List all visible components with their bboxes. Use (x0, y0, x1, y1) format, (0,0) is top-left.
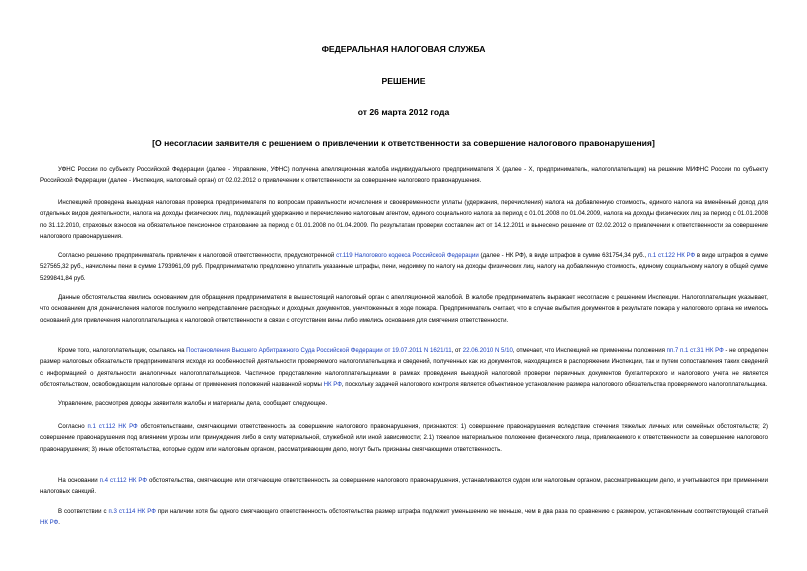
agency-title: ФЕДЕРАЛЬНАЯ НАЛОГОВАЯ СЛУЖБА (321, 44, 486, 54)
link-vas-resolution-1621[interactable]: Постановления Высшего Арбитражного Суда Российской Федерации от 19.07.2011 N 1621/11 (186, 347, 452, 354)
paragraph-7: Согласно п.1 ст.112 НК РФ обстоятельствами, смягчающими ответственность за совершение налогового правонарушения, признаются: 1) совершение правонарушения вследствие стечения тяжелых личных или семейных обстоятельств; 2) совершение правонарушения под влиянием угрозы или принуждения либо в силу материальной, служебной или иной зависимости; 2.1) тяжелое материальное положение физического лица, привлекаемого к ответственности за совершение налогового правонарушения; 3) иные обстоятельства, которые судом или налоговым органом, рассматривающим дело, могут быть признаны смягчающими ответственность. (40, 423, 768, 453)
link-tax-code-2[interactable]: НК РФ (40, 519, 59, 527)
link-art112-p1[interactable]: п.1 ст.112 НК РФ (87, 423, 138, 430)
link-art122[interactable]: п.1 ст.122 НК РФ (647, 252, 696, 259)
paragraph-2: Инспекцией проведена выездная налоговая проверка предпринимателя по вопросам правильности исчисления и своевременности уплаты (удержания, перечисления) налога на добавленную стоимость, единого налога на вменённый доход для отдельных видов деятельности, налога на доходы физических лиц, подлежащий удержанию и перечислению налоговым агентом, единого социального налога за период с 01.01.2008 по 01.04.2009, налога на доходы физических лиц за период с 01.01.2008 по 31.12.2010, страховых взносов на обязательное пенсионное страхование за период с 01.01.2008 по 01.04.2009. По результатам проверки составлен акт от 14.12.2011 и вынесено решение от 02.02.2012 о привлечении к ответственности за совершение налогового правонарушения. (40, 199, 768, 241)
paragraph-1: УФНС России по субъекту Российской Федерации (далее - Управление, УФНС) получена апелляционная жалоба индивидуального предпринимателя Х (далее - Х, предприниматель, налогоплательщик) на решение МИФНС России по субъекту Российской Федерации (далее - Инспекция, налоговый орган) от 02.02.2012 о привлечении к ответственности за совершение налогового правонарушения. (40, 166, 768, 185)
link-art112-p4[interactable]: п.4 ст.112 НК РФ (99, 477, 148, 484)
link-tax-code[interactable]: НК РФ (323, 381, 342, 389)
document-type: РЕШЕНИЕ (381, 76, 426, 86)
link-vas-resolution-5-10[interactable]: 22.06.2010 N 5/10 (462, 347, 513, 354)
link-art31[interactable]: пп.7 п.1 ст.31 НК РФ (666, 347, 724, 354)
paragraph-5: Кроме того, налогоплательщик, ссылаясь на Постановления Высшего Арбитражного Суда Российской Федерации от 19.07.2011 N 1621/11, от 22.06.2010 N 5/10, отмечает, что Инспекцией не применены положения пп.7 п.1 ст.31 НК РФ - не определен размер налоговых обязательств предпринимателя исходя из особенностей деятельности проверяемого налогоплательщика и сведений, полученных как из документов, находящихся в распоряжении Инспекции, так и путем сопоставления таких сведений с информацией о деятельности аналогичных налогоплательщиков. Частичное представление налогоплательщиками в рамках проведения выездной налоговой проверки первичных документов бухгалтерского и налогового учета не является обстоятельством, освобождающим налоговые органы от применения положений названной нормы НК РФ, поскольку задачей налогового контроля является объективное установление размера налогового обязательства проверяемого налогоплательщика. (40, 347, 768, 389)
link-tax-code-art119[interactable]: ст.119 Налогового кодекса Российской Федерации (336, 252, 479, 259)
paragraph-4: Данные обстоятельства явились основанием для обращения предпринимателя в вышестоящий налоговый орган с апелляционной жалобой. В жалобе предприниматель выражает несогласие с решением Инспекции. Налогоплательщик указывает, что основанием для доначисления налогов послужило непредставление расходных и доходных документов, уничтоженных в ходе пожара. Предприниматель считает, что в случае выбытия документов в результате пожара у налогового органа не имелось оснований для привлечения налогоплательщика к налоговой ответственности в связи с отсутствием вины либо имелись основания для смягчения ответственности. (40, 294, 768, 324)
paragraph-8: На основании п.4 ст.112 НК РФ обстоятельства, смягчающие или отягчающие ответственность за совершение налогового правонарушения, устанавливаются судом или налоговым органом, рассматривающим дело, и учитываются при применении налоговых санкций. (40, 477, 768, 496)
link-art114-p3[interactable]: п.3 ст.114 НК РФ (108, 508, 156, 515)
document-date: от 26 марта 2012 года (357, 107, 450, 117)
paragraph-3: Согласно решению предприниматель привлечен к налоговой ответственности, предусмотренной ст.119 Налогового кодекса Российской Федерации (далее - НК РФ), в виде штрафов в сумме 631754,34 руб., п.1 ст.122 НК РФ в виде штрафов в сумме 527565,32 руб., начислены пени в сумме 1793961,09 руб. Предпринимателю предложено уплатить указанные штрафы, пени, недоимку по налогу на доходы физических лиц, налогу на добавленную стоимость, единому социальному налогу в общей сумме 5299841,84 руб. (40, 252, 769, 282)
document-subject: [О несогласии заявителя с решением о привлечении к ответственности за совершение налогового правонарушения] (152, 138, 655, 148)
paragraph-6: Управление, рассмотрев доводы заявителя жалобы и материалы дела, сообщает следующее. (58, 400, 328, 407)
paragraph-9: В соответствии с п.3 ст.114 НК РФ при наличии хотя бы одного смягчающего ответственность обстоятельства размер штрафа подлежит уменьшению не меньше, чем в два раза по сравнению с размером, установленным соответствующей статьей НК РФ. (40, 508, 769, 527)
